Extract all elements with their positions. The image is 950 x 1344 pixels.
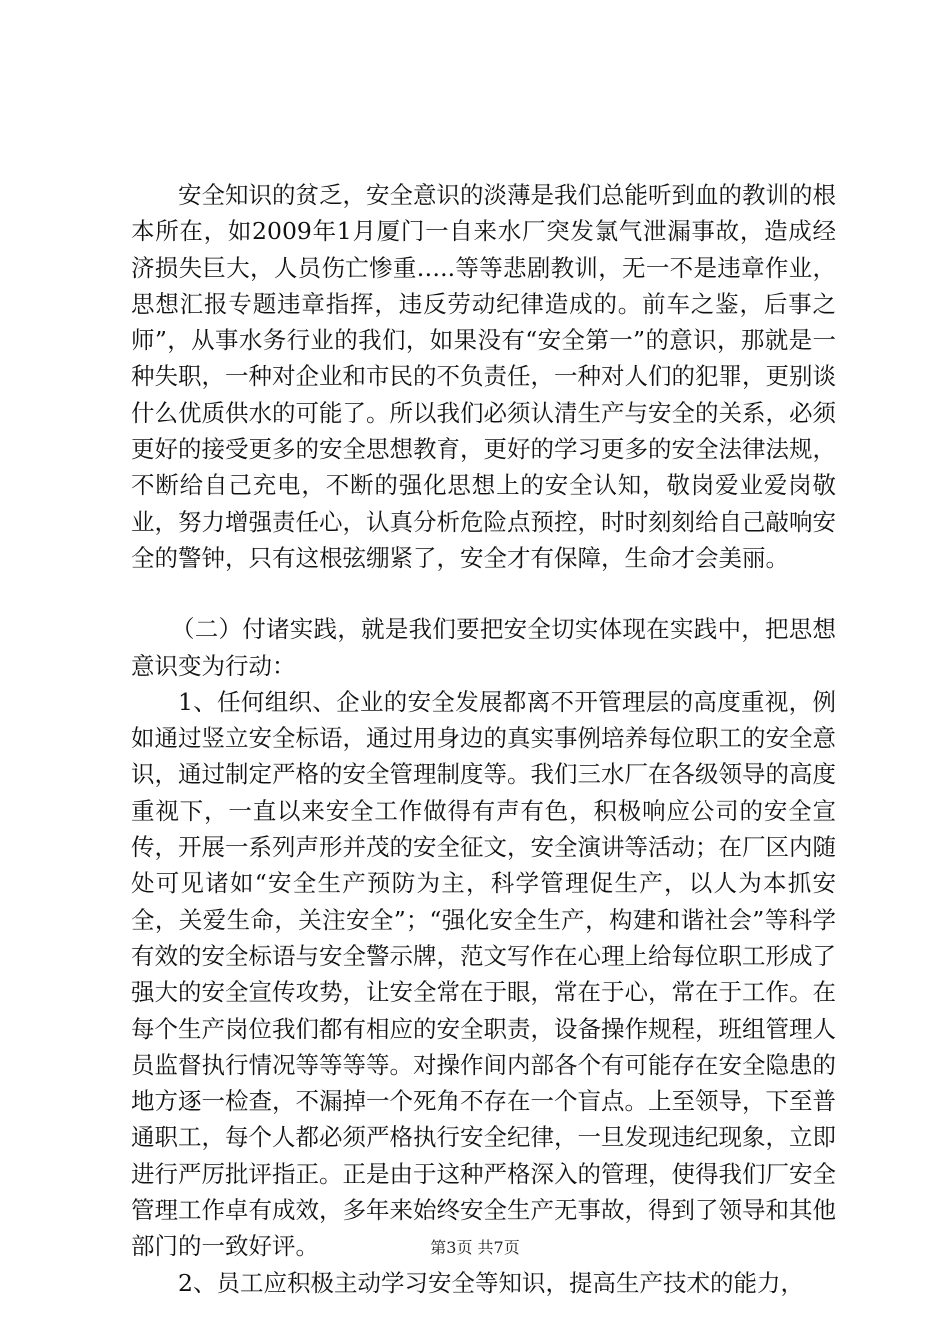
paragraph-item-2: 2、员工应积极主动学习安全等知识，提高生产技术的能力， [178, 1268, 804, 1297]
paragraph-section-heading: （二）付诸实践，就是我们要把安全切实体现在实践中，把思想意识变为行动： [131, 615, 836, 680]
page-number-footer: 第3页 共7页 [430, 1238, 520, 1257]
paragraph-item-1: 1、任何组织、企业的安全发展都离不开管理层的高度重视，例如通过竖立安全标语，通过用身边的真实事例培养每位职工的安全意识，通过制定严格的安全管理制度等。我们三水厂在各级领导的高度重视下，一直以来安全工作做得有声有色，积极响应公司的安全宣传，开展一系列声形并茂的安全征文，安全演讲等活动；在厂区内随处可见诸如“安全生产预防为主，科学管理促生产，以人为本抓安全，关爱生命，关注安全”；“强化安全生产，构建和谐社会”等科学有效的安全标语与安全警示牌，范文写作在心理上给每位职工形成了强大的安全宣传攻势，让安全常在于眼，常在于心，常在于工作。在每个生产岗位我们都有相应的安全职责，设备操作规程，班组管理人员监督执行情况等等等等。对操作间内部各个有可能存在安全隐患的地方逐一检查，不漏掉一个死角不存在一个盲点。上至领导，下至普通职工，每个人都必须严格执行安全纪律，一旦发现违纪现象，立即进行严厉批评指正。正是由于这种严格深入的管理，使得我们厂安全管理工作卓有成效，多年来始终安全生产无事故，得到了领导和其他部门的一致好评。 [131, 687, 836, 1261]
document-body [131, 177, 836, 1301]
paragraph-safety-awareness: 安全知识的贫乏，安全意识的淡薄是我们总能听到血的教训的根本所在，如2009年1月厦门一自来水厂突发氯气泄漏事故，造成经济损失巨大，人员伤亡惨重…..等等悲剧教训，无一不是违章作业，思想汇报专题违章指挥，违反劳动纪律造成的。前车之鉴，后事之师”，从事水务行业的我们，如果没有“安全第一”的意识，那就是一种失职，一种对企业和市民的不负责任，一种对人们的犯罪，更别谈什么优质供水的可能了。所以我们必须认清生产与安全的关系，必须更好的接受更多的安全思想教育，更好的学习更多的安全法律法规，不断给自己充电，不断的强化思想上的安全认知，敬岗爱业爱岗敬业，努力增强责任心，认真分析危险点预控，时时刻刻给自己敲响安全的警钟，只有这根弦绷紧了，安全才有保障，生命才会美丽。 [131, 181, 836, 572]
